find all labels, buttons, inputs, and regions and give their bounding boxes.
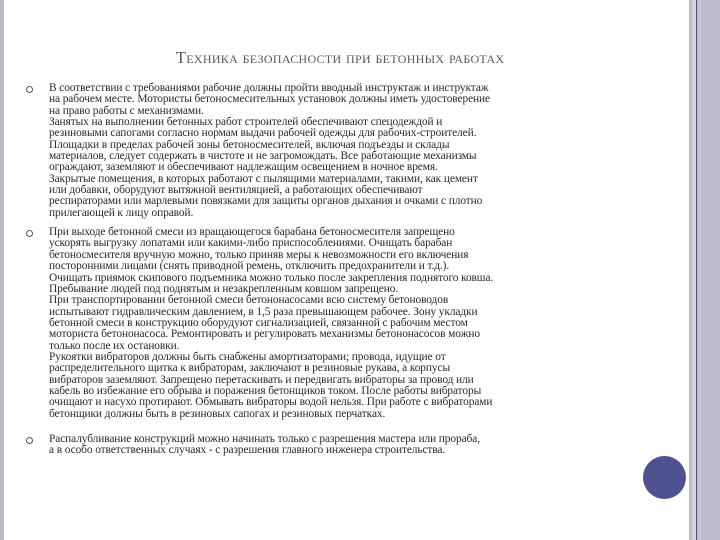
bullet-text-line: бетоносмесителя вручную можно, только приняв меры к невозможности его включения — [49, 248, 469, 261]
bullet-text-line: только после их остановки. — [49, 339, 180, 352]
bullet-text-line: кабель во избежание его обрыва и поражения бетонщиков током. После работы вибраторы — [49, 384, 482, 397]
bullet-text-line: бетонной смеси в конструкцию оборудуют сигнализацией, связанной с рабочим местом — [49, 316, 468, 329]
bullet-text-line: В соответствии с требованиями рабочие должны пройти вводный инструктаж и инструктаж — [49, 82, 489, 94]
bullet-text-line: Пребывание людей под поднятым и незакрепленным ковшом запрещено. — [49, 282, 399, 295]
right-band-decoration — [689, 0, 720, 540]
bullet-text-line: ускорять выгрузку лопатами или какими-либо приспособлениями. Очищать барабан — [49, 237, 453, 250]
bullet-text-line: Рукоятки вибраторов должны быть снабжены амортизаторами; провода, идущие от — [49, 350, 446, 363]
bullet-text-line: посторонними лицами (снять приводной ремень, отключить предохранители и т.д.). — [49, 260, 450, 273]
slide-title: Техника безопасности при бетонных работах — [175, 48, 505, 67]
bullet-text-line: вибраторов заземляют. Запрещено перетаскивать и передвигать вибраторы за провод или — [49, 373, 474, 386]
bullet-text-line: респираторами или марлевыми повязками для защиты органов дыхания и очками с плотно — [49, 195, 483, 208]
bullet-text-line: прилегающей к лицу оправой. — [49, 206, 194, 219]
bullet-text-line: Распалубливание конструкций можно начинать только с разрешения мастера или прораба, — [49, 432, 480, 445]
bullet-text-line: или добавки, оборудуют вытяжной вентиляцией, а работающих обеспечивают — [49, 184, 423, 197]
bullet-item — [22, 83, 632, 219]
left-border-decoration — [0, 0, 4, 540]
bullet-text-line: Закрытые помещения, в которых работают с пылящими материалами, такими, как цемент — [49, 172, 478, 185]
bullet-text-line: ограждают, заземляют и обеспечивают надлежащим освещением в ночное время. — [49, 161, 438, 174]
bullet-text-line: испытывают гидравлическим давлением, в 1,5 раза превышающем рабочее. Зону укладки — [49, 305, 478, 318]
bullet-circle-icon — [26, 230, 33, 237]
bullet-text-line: на рабочем месте. Мотористы бетоносмесительных установок должны иметь удостоверение — [49, 93, 490, 106]
bullet-text-line: Площадки в пределах рабочей зоны бетоносмесителей, включая подъезды и склады — [49, 138, 450, 151]
bullet-text-line: моториста бетононасоса. Ремонтировать и регулировать механизмы бетононасосов можно — [49, 328, 480, 341]
bullet-text-line: на право работы с механизмами. — [49, 104, 204, 117]
bullet-text-line: бетонщики должны быть в резиновых сапогах и резиновых перчатках. — [49, 407, 386, 420]
bullet-text-line: При транспортировании бетонной смеси бетононасосами всю систему бетоноводов — [49, 294, 449, 307]
bullet-text-line: распределительного щитка к вибраторам, заключают в резиновые рукава, а корпусы — [49, 362, 451, 375]
bullet-text-line: резиновыми сапогами согласно нормам выдачи рабочей одежды для рабочих-строителей. — [49, 127, 477, 140]
bullet-circle-icon — [26, 86, 33, 93]
bullet-text-line: материалов, следует содержать в чистоте и не загромождать. Все работающие механизмы — [49, 150, 477, 163]
circle-decoration — [643, 456, 686, 499]
stripe — [699, 0, 701, 540]
bullet-text-line: а в особо ответственных случаях - с разрешения главного инженера строительства. — [49, 444, 446, 457]
bullet-text-line: очищают и насухо протирают. Обмывать вибраторы водой нельзя. При работе с вибраторами — [49, 396, 493, 409]
bullet-text-line: Занятых на выполнении бетонных работ строителей обеспечивают спецодеждой и — [49, 116, 443, 129]
bullet-text-line: Очищать приямок скипового подъемника можно только после закрепления поднятого ковша. — [49, 271, 494, 284]
stripe — [696, 0, 697, 540]
bullet-item — [22, 227, 632, 420]
bullet-text-line: При выходе бетонной смеси из вращающегося барабана бетоносмесителя запрещено — [49, 226, 455, 239]
bullet-item — [22, 434, 632, 457]
slide-content — [22, 83, 632, 465]
bullet-circle-icon — [26, 437, 33, 444]
